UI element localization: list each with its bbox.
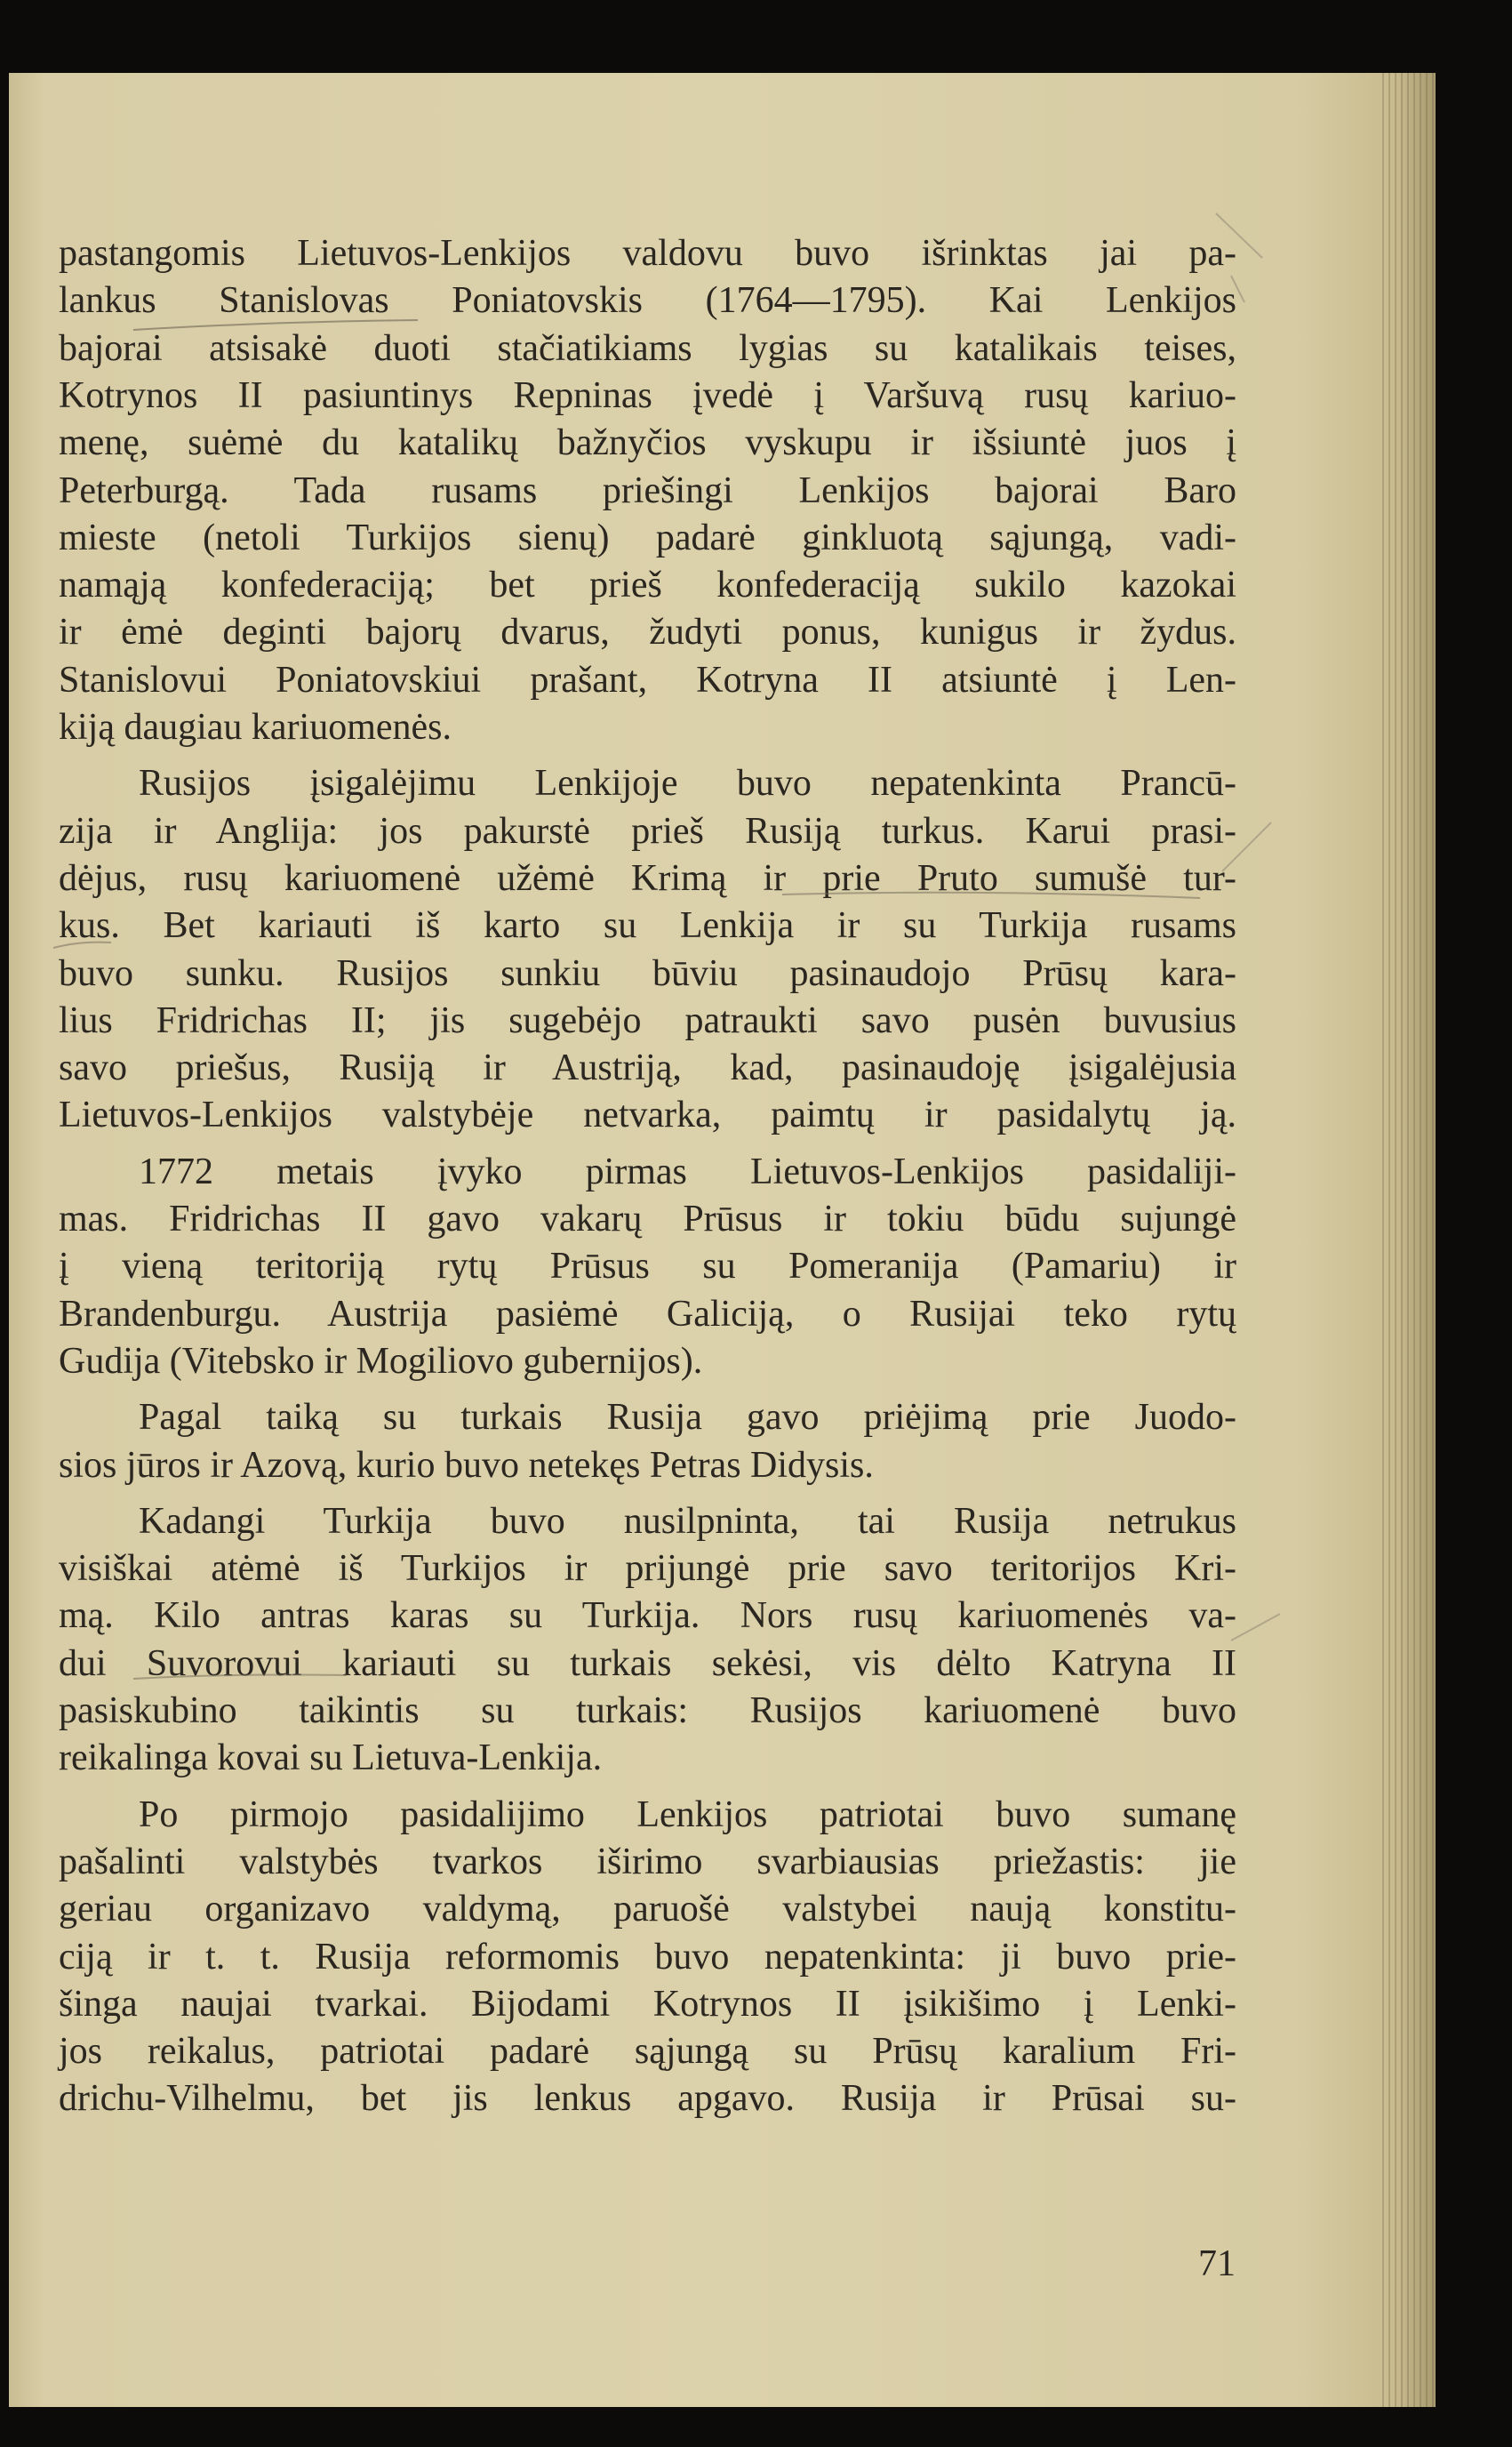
text-line: lankus Stanislovas Poniatovskis (1764—1795). Kai Lenkijos	[59, 280, 1236, 322]
text-line: namąją konfederaciją; bet prieš konfederaciją sukilo kazokai	[59, 565, 1236, 606]
text-line: mą. Kilo antras karas su Turkija. Nors rusų kariuomenės va-	[59, 1595, 1236, 1637]
text-line: Rusijos įsigalėjimu Lenkijoje buvo nepatenkinta Prancū-	[139, 763, 1236, 805]
text-line: buvo sunku. Rusijos sunkiu būviu pasinaudojo Prūsų kara-	[59, 952, 1236, 994]
pencil-underline	[782, 893, 1200, 898]
pencil-checkmark	[1216, 213, 1262, 302]
text-line: bajorai atsisakė duoti stačiatikiams lygias su katalikais teises,	[59, 327, 1236, 369]
text-line: menę, suėmė du katalikų bažnyčios vyskupu ir išsiuntė juos į	[59, 422, 1236, 464]
page-number: 71	[1198, 2243, 1236, 2284]
pencil-checkmark	[1231, 1614, 1280, 1641]
text-line: sios jūros ir Azovą, kurio buvo netekęs Petras Didysis.	[59, 1444, 874, 1486]
text-line: Gudija (Vitebsko ir Mogiliovo gubernijos).	[59, 1340, 703, 1382]
text-line: dėjus, rusų kariuomenė užėmė Krimą ir prie Pruto sumušė tur-	[59, 857, 1236, 899]
text-line: Kadangi Turkija buvo nusilpninta, tai Rusija netrukus	[139, 1500, 1236, 1542]
pencil-underline	[133, 320, 418, 330]
text-line: reikalinga kovai su Lietuva-Lenkija.	[59, 1737, 603, 1779]
text-line: Lietuvos-Lenkijos valstybėje netvarka, paimtų ir pasidalytų ją.	[59, 1095, 1236, 1136]
text-line: mas. Fridrichas II gavo vakarų Prūsus ir tokiu būdu sujungė	[59, 1199, 1236, 1240]
text-line: Kotrynos II pasiuntinys Repninas įvedė į Varšuvą rusų kariuo-	[59, 374, 1236, 416]
text-line: šinga naujai tvarkai. Bijodami Kotrynos II įsikišimo į Lenki-	[59, 1983, 1236, 2025]
text-line: Po pirmojo pasidalijimo Lenkijos patriotai buvo sumanę	[139, 1793, 1236, 1835]
text-line: lius Fridrichas II; jis sugebėjo patraukti savo pusėn buvusius	[59, 999, 1236, 1041]
text-line: zija ir Anglija: jos pakurstė prieš Rusiją turkus. Karui prasi-	[59, 810, 1236, 852]
text-line: savo priešus, Rusiją ir Austriją, kad, pasinaudoję įsigalėjusia	[59, 1047, 1236, 1089]
text-line: pašalinti valstybės tvarkos iširimo svarbiausias priežastis: jie	[59, 1841, 1236, 1882]
text-line: kiją daugiau kariuomenės.	[59, 707, 452, 748]
text-line: kus. Bet kariauti iš karto su Lenkija ir su Turkija rusams	[59, 905, 1236, 947]
text-line: jos reikalus, patriotai padarė sąjungą su Prūsų karalium Fri-	[59, 2031, 1236, 2073]
text-line: Pagal taiką su turkais Rusija gavo priėjimą prie Juodo-	[139, 1397, 1236, 1439]
text-line: 1772 metais įvyko pirmas Lietuvos-Lenkijos pasidaliji-	[139, 1151, 1236, 1192]
text-line: pasiskubino taikintis su turkais: Rusijos kariuomenė buvo	[59, 1690, 1236, 1731]
text-line: Brandenburgu. Austrija pasiėmė Galiciją, o Rusijai teko rytų	[59, 1293, 1236, 1335]
text-line: geriau organizavo valdymą, paruošė valstybei naują konstitu-	[59, 1889, 1236, 1930]
pencil-underline	[53, 943, 111, 948]
text-line: mieste (netoli Turkijos sienų) padarė ginkluotą sąjungą, vadi-	[59, 517, 1236, 558]
text-line: Peterburgą. Tada rusams priešingi Lenkijos bajorai Baro	[59, 469, 1236, 511]
text-line: drichu-Vilhelmu, bet jis lenkus apgavo. Rusija ir Prūsai su-	[59, 2078, 1236, 2120]
text-line: Stanislovui Poniatovskiui prašant, Kotryna II atsiuntė į Len-	[59, 659, 1236, 701]
pencil-underline	[133, 1675, 347, 1680]
text-line: ir ėmė deginti bajorų dvarus, žudyti ponus, kunigus ir žydus.	[59, 612, 1236, 654]
text-line: dui Suvorovui kariauti su turkais sekėsi, vis dėlto Katryna II	[59, 1642, 1236, 1684]
text-line: pastangomis Lietuvos-Lenkijos valdovu buvo išrinktas jai pa-	[59, 233, 1236, 274]
text-line: į vieną teritoriją rytų Prūsus su Pomeranija (Pamariu) ir	[59, 1246, 1236, 1288]
text-line: ciją ir t. t. Rusija reformomis buvo nepatenkinta: ji buvo prie-	[59, 1936, 1236, 1978]
pencil-checkmark	[1222, 822, 1271, 871]
text-line: visiškai atėmė iš Turkijos ir prijungė prie savo teritorijos Kri-	[59, 1548, 1236, 1590]
